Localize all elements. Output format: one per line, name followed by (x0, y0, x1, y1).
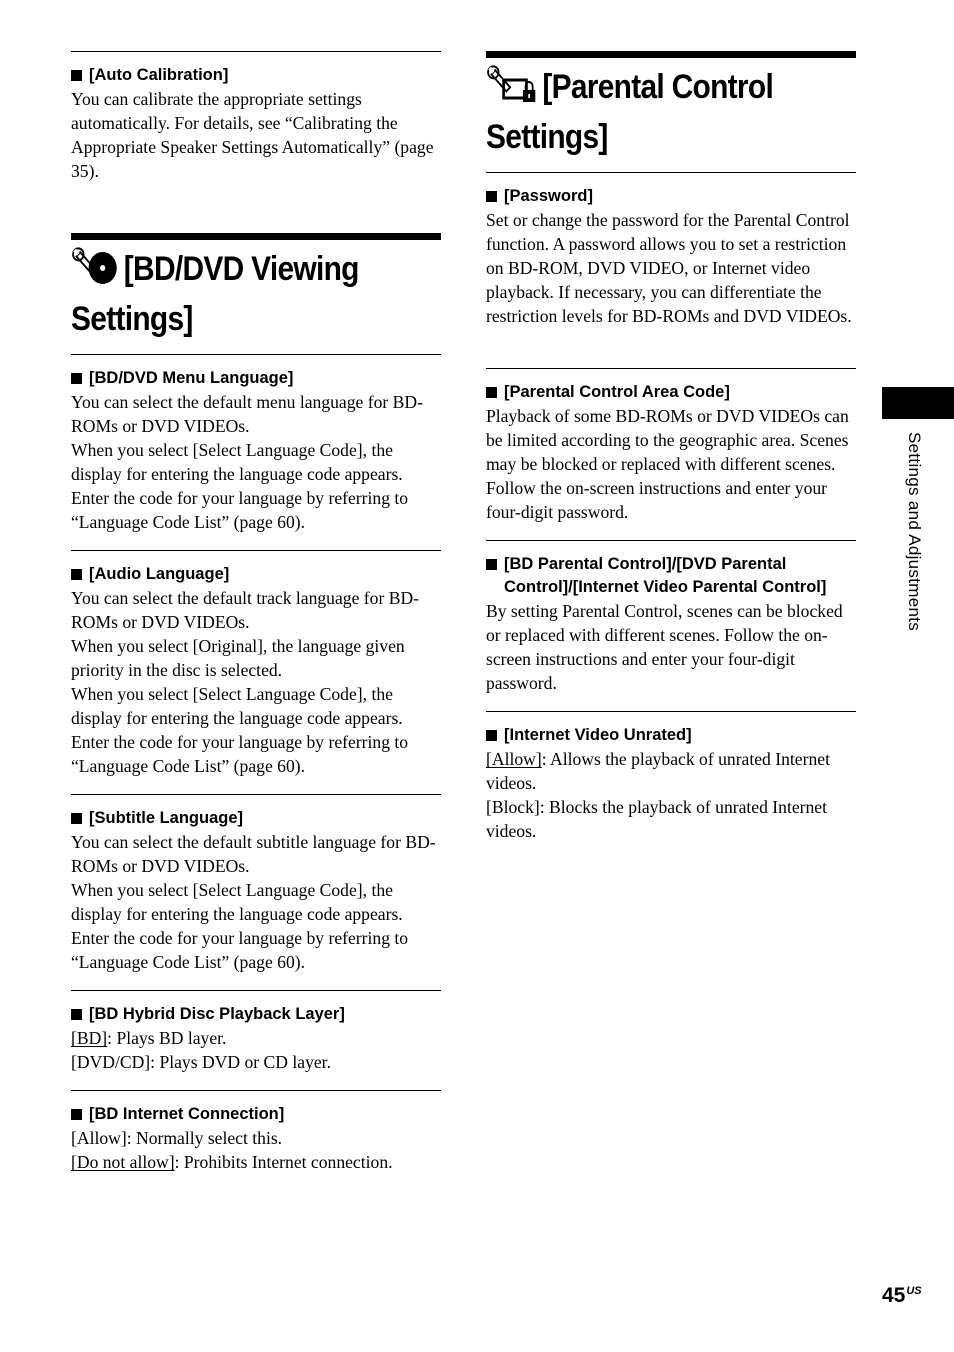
heading-line1: [BD/DVD Viewing (123, 250, 359, 288)
bd-parental-body: By setting Parental Control, scenes can be blocked or replaced with different scenes. Follow the on-screen instructions and enter your four-digit password. (486, 601, 843, 693)
default-option-label: [Allow] (486, 749, 542, 769)
bullet-square-icon (486, 559, 497, 570)
bullet-square-icon (486, 191, 497, 202)
subtitle-language-body: You can select the default subtitle language for BD-ROMs or DVD VIDEOs. When you select [Select Language Code], the display for entering the language code appears. Enter the code for your language by referring to “Language Code List” (page 60). (71, 832, 436, 972)
heading-line2: Settings] (71, 300, 193, 338)
subtitle-language-section (71, 794, 441, 974)
menu-language-body: You can select the default menu language for BD-ROMs or DVD VIDEOs. When you select [Select Language Code], the display for entering the language code appears. Enter the code for your language by referring to “Language Code List” (page 60). (71, 392, 423, 532)
internet-connection-body: [Allow]: Normally select this. [Do not allow]: Prohibits Internet connection. (71, 1128, 393, 1172)
internet-connection-title: [BD Internet Connection] (71, 1103, 441, 1126)
bd-dvd-viewing-heading (71, 233, 441, 341)
default-option-label: [Do not allow] (71, 1152, 175, 1172)
hybrid-disc-title: [BD Hybrid Disc Playback Layer] (71, 1003, 441, 1026)
bd-parental-section (486, 540, 856, 695)
side-section-label: Settings and Adjustments (905, 432, 924, 632)
auto-calibration-body: You can calibrate the appropriate settings automatically. For details, see “Calibrating the Appropriate Speaker Settings Automatically” (page 35). (71, 89, 434, 181)
audio-language-section (71, 550, 441, 778)
internet-connection-section (71, 1090, 441, 1174)
audio-language-title: [Audio Language] (71, 563, 441, 586)
bullet-square-icon (486, 730, 497, 741)
unrated-title: [Internet Video Unrated] (486, 724, 856, 747)
bullet-square-icon (71, 813, 82, 824)
password-body: Set or change the password for the Parental Control function. A password allows you to set a restriction on BD-ROM, DVD VIDEO, or Internet video playback. If necessary, you can differentiate the restriction levels for BD-ROMs and DVD VIDEOs. (486, 210, 852, 326)
heading-line2: Settings] (486, 118, 608, 156)
menu-language-section (71, 354, 441, 534)
bullet-square-icon (71, 1009, 82, 1020)
area-code-body: Playback of some BD-ROMs or DVD VIDEOs can be limited according to the geographic area. Scenes may be blocked or replaced with different scenes. Follow the on-screen instructions and enter your four-digit password. (486, 406, 849, 522)
default-option-label: [BD] (71, 1028, 108, 1048)
bd-parental-title: [BD Parental Control]/[DVD Parental Control]/[Internet Video Parental Control] (486, 553, 856, 599)
bullet-square-icon (486, 387, 497, 398)
parental-control-heading (486, 51, 856, 159)
disc-settings-icon (71, 246, 119, 297)
auto-calibration-section (71, 51, 441, 183)
hybrid-disc-section (71, 990, 441, 1074)
bullet-square-icon (71, 70, 82, 81)
bullet-square-icon (71, 569, 82, 580)
page-number: $45^{US}$ (882, 1284, 922, 1307)
unrated-section (486, 711, 856, 843)
auto-calibration-title: [Auto Calibration] (71, 64, 441, 87)
bullet-square-icon (71, 373, 82, 384)
area-code-section (486, 368, 856, 524)
page-region-suffix: US (906, 1285, 922, 1297)
heading-line1: [Parental Control (542, 68, 774, 106)
parental-lock-settings-icon (486, 64, 537, 115)
area-code-title: [Parental Control Area Code] (486, 381, 856, 404)
hybrid-disc-body: [BD]: Plays BD layer. [DVD/CD]: Plays DVD or CD layer. (71, 1028, 331, 1072)
unrated-body: [Allow]: Allows the playback of unrated Internet videos. [Block]: Blocks the playback of unrated Internet videos. (486, 749, 830, 841)
menu-language-title: [BD/DVD Menu Language] (71, 367, 441, 390)
bullet-square-icon (71, 1109, 82, 1120)
subtitle-language-title: [Subtitle Language] (71, 807, 441, 830)
password-section (486, 172, 856, 328)
password-title: [Password] (486, 185, 856, 208)
section-tab-marker (882, 387, 954, 419)
audio-language-body: You can select the default track language for BD-ROMs or DVD VIDEOs. When you select [Original], the language given priority in the disc is selected. When you select [Select Language Code], the display for entering the language code appears. Enter the code for your language by referring to “Language Code List” (page 60). (71, 588, 420, 776)
